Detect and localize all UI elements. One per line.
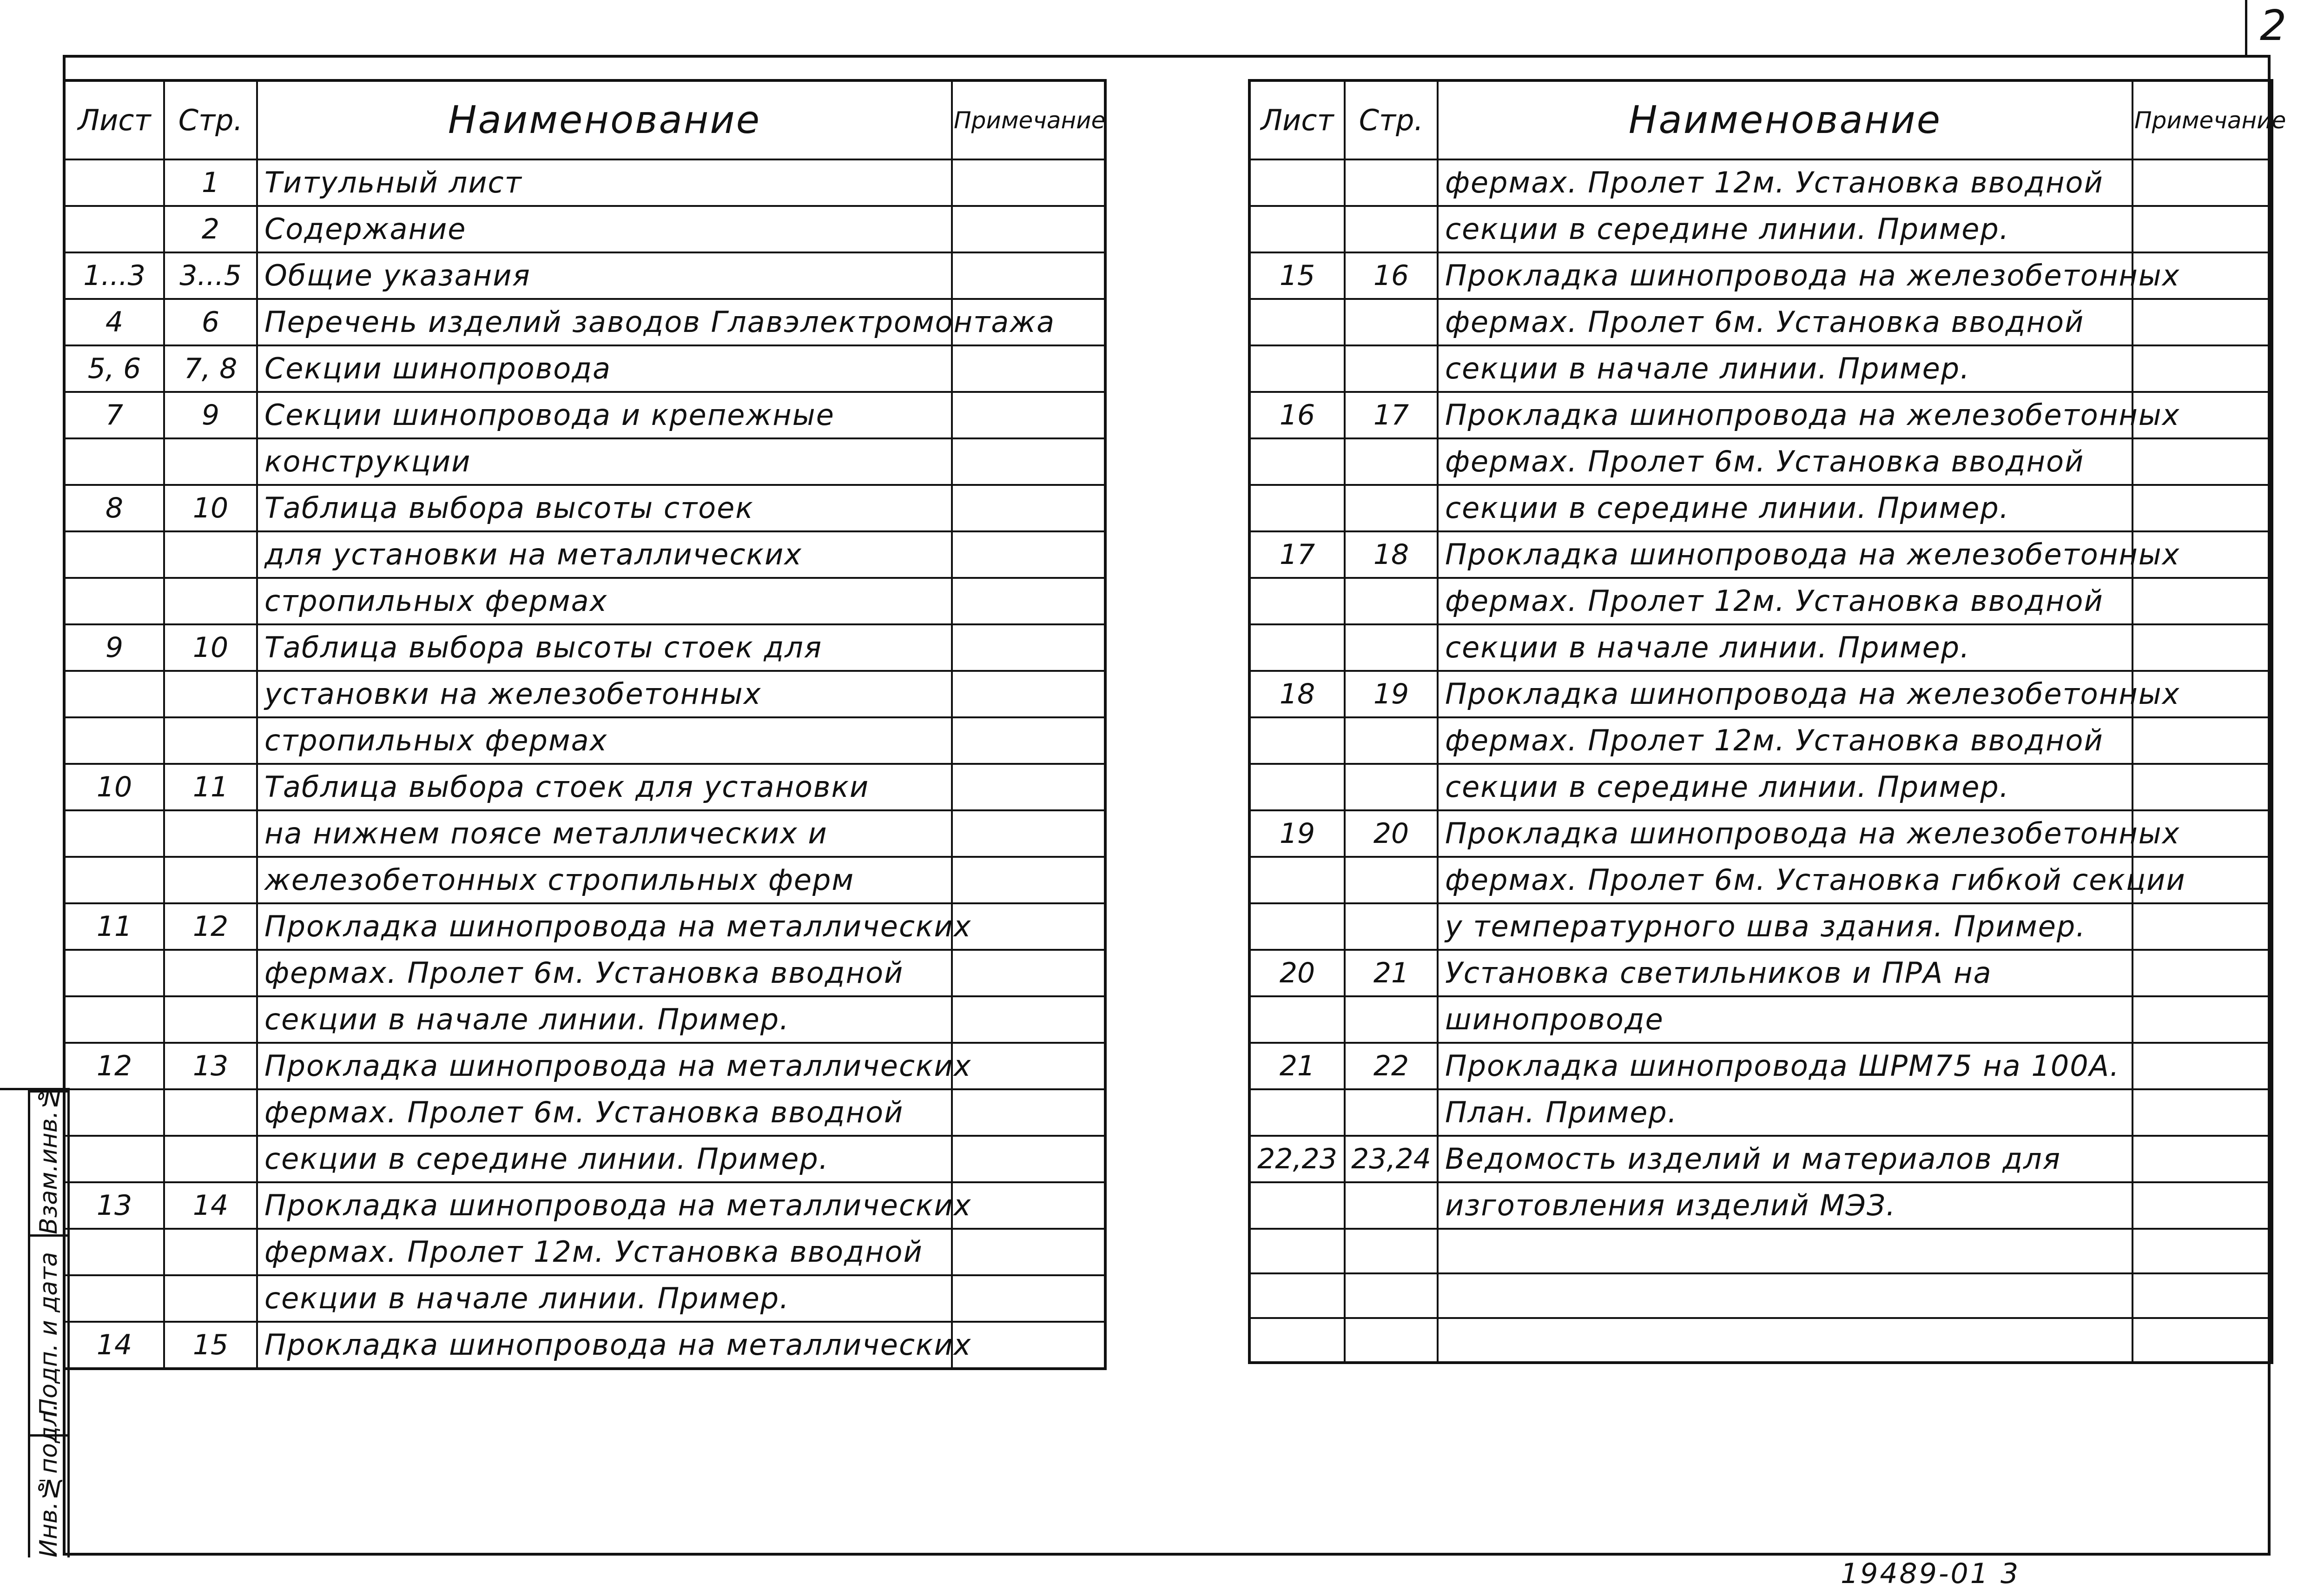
cell-sheet [1249, 578, 1345, 624]
cell-name: Прокладка шинопровода на железобетонных [1438, 392, 2133, 438]
cell-page: 10 [164, 485, 257, 531]
cell-note [2133, 764, 2272, 810]
cell-name: секции в начале линии. Пример. [1438, 624, 2133, 671]
cell-page [1345, 1273, 1438, 1318]
cell-note [2133, 1089, 2272, 1136]
cell-page: 14 [164, 1182, 257, 1229]
margin-stamp [0, 1083, 70, 1557]
cell-name: Содержание [257, 206, 952, 252]
cell-note [2133, 1318, 2272, 1363]
cell-note [2133, 299, 2272, 345]
cell-sheet [1249, 345, 1345, 392]
cell-note [952, 1275, 1105, 1322]
cell-note [2133, 1182, 2272, 1229]
cell-name: Секции шинопровода [257, 345, 952, 392]
table-row [64, 996, 1105, 1043]
cell-page: 22 [1345, 1043, 1438, 1089]
cell-name: фермах. Пролет 6м. Установка вводной [257, 1089, 952, 1136]
cell-note [2133, 996, 2272, 1043]
table-row [1249, 159, 2272, 206]
table-row [1249, 1273, 2272, 1318]
cell-page: 15 [164, 1322, 257, 1369]
cell-note [952, 717, 1105, 764]
cell-name: Таблица выбора высоты стоек для [257, 624, 952, 671]
cell-page [164, 717, 257, 764]
cell-name: конструкции [257, 438, 952, 485]
cell-note [2133, 1043, 2272, 1089]
cell-name: фермах. Пролет 6м. Установка вводной [1438, 438, 2133, 485]
cell-page [1345, 903, 1438, 950]
table-row [64, 1043, 1105, 1089]
stamp-label-inv-original: Инв.№подл. [35, 1403, 63, 1557]
cell-name: шинопроводе [1438, 996, 2133, 1043]
table-row [64, 857, 1105, 903]
cell-note [952, 624, 1105, 671]
cell-note [2133, 624, 2272, 671]
cell-sheet: 14 [64, 1322, 164, 1369]
cell-name: Прокладка шинопровода на железобетонных [1438, 531, 2133, 578]
table-row [64, 1182, 1105, 1229]
cell-sheet: 10 [64, 764, 164, 810]
cell-name: секции в начале линии. Пример. [257, 996, 952, 1043]
cell-name: Прокладка шинопровода на железобетонных [1438, 671, 2133, 717]
sheet-number: 2 [2260, 1, 2287, 50]
cell-note [952, 392, 1105, 438]
contents-table-right [1248, 79, 2286, 1364]
table-row [1249, 764, 2272, 810]
table-row [64, 1136, 1105, 1182]
cell-note [952, 810, 1105, 857]
cell-page: 10 [164, 624, 257, 671]
table-row [1249, 996, 2272, 1043]
document-code: 19489-01 3 [1841, 1557, 2020, 1590]
cell-name: Прокладка шинопровода на металлических [257, 1182, 952, 1229]
cell-note [952, 1089, 1105, 1136]
header-sheet: Лист [64, 80, 164, 159]
contents-table-left [63, 79, 1107, 1370]
cell-note [952, 1322, 1105, 1369]
cell-name: фермах. Пролет 6м. Установка вводной [1438, 299, 2133, 345]
table-row [1249, 1318, 2272, 1363]
cell-note [952, 159, 1105, 206]
cell-page [1345, 857, 1438, 903]
cell-name [1438, 1318, 2133, 1363]
table-row [1249, 1182, 2272, 1229]
cell-sheet: 9 [64, 624, 164, 671]
cell-page [1345, 996, 1438, 1043]
cell-sheet [1249, 996, 1345, 1043]
stamp-label-inv-replaced: Взам.инв.№ [35, 1083, 63, 1234]
table-row [1249, 671, 2272, 717]
cell-page [1345, 206, 1438, 252]
cell-sheet [64, 1229, 164, 1275]
cell-sheet [1249, 485, 1345, 531]
cell-name: фермах. Пролет 12м. Установка вводной [257, 1229, 952, 1275]
table-row [64, 1089, 1105, 1136]
header-page: Стр. [164, 80, 257, 159]
cell-name [1438, 1273, 2133, 1318]
cell-note [952, 950, 1105, 996]
table-row [64, 671, 1105, 717]
cell-page [164, 1089, 257, 1136]
cell-sheet [64, 1136, 164, 1182]
cell-name: на нижнем поясе металлических и [257, 810, 952, 857]
cell-name: фермах. Пролет 6м. Установка гибкой секции [1438, 857, 2133, 903]
table-row [1249, 717, 2272, 764]
cell-note [2133, 1136, 2272, 1182]
cell-sheet: 8 [64, 485, 164, 531]
cell-page [1345, 159, 1438, 206]
cell-name: фермах. Пролет 6м. Установка вводной [257, 950, 952, 996]
table-row [1249, 299, 2272, 345]
cell-page [164, 996, 257, 1043]
table-row [64, 764, 1105, 810]
cell-sheet [64, 857, 164, 903]
cell-note [2133, 159, 2272, 206]
cell-sheet [64, 206, 164, 252]
cell-page: 3...5 [164, 252, 257, 299]
cell-name: Прокладка шинопровода на металлических [257, 1322, 952, 1369]
cell-page: 21 [1345, 950, 1438, 996]
cell-note [2133, 345, 2272, 392]
table-row [64, 903, 1105, 950]
table-header-row [64, 80, 1105, 159]
cell-page [1345, 485, 1438, 531]
cell-page [1345, 1182, 1438, 1229]
cell-name: Титульный лист [257, 159, 952, 206]
table-row [64, 531, 1105, 578]
cell-page [1345, 299, 1438, 345]
header-name: Наименование [257, 80, 952, 159]
table-row [64, 717, 1105, 764]
cell-name: секции в начале линии. Пример. [1438, 345, 2133, 392]
cell-name: Прокладка шинопровода на железобетонных [1438, 810, 2133, 857]
table-row [1249, 857, 2272, 903]
cell-sheet: 22,23 [1249, 1136, 1345, 1182]
cell-note [2133, 950, 2272, 996]
cell-note [952, 531, 1105, 578]
cell-page: 20 [1345, 810, 1438, 857]
header-note: Примечание [2133, 80, 2272, 159]
table-row [1249, 578, 2272, 624]
cell-sheet [1249, 764, 1345, 810]
cell-page [1345, 1229, 1438, 1273]
table-row [64, 252, 1105, 299]
cell-page [164, 857, 257, 903]
cell-name: железобетонных стропильных ферм [257, 857, 952, 903]
cell-sheet [64, 1275, 164, 1322]
cell-sheet [1249, 438, 1345, 485]
cell-sheet [64, 996, 164, 1043]
cell-page: 19 [1345, 671, 1438, 717]
table-row [64, 485, 1105, 531]
table-row [64, 1229, 1105, 1275]
cell-sheet [1249, 717, 1345, 764]
table-row [1249, 485, 2272, 531]
cell-name: секции в середине линии. Пример. [1438, 485, 2133, 531]
cell-note [2133, 438, 2272, 485]
table-row [64, 810, 1105, 857]
cell-sheet: 5, 6 [64, 345, 164, 392]
cell-note [952, 903, 1105, 950]
cell-sheet: 18 [1249, 671, 1345, 717]
cell-name: фермах. Пролет 12м. Установка вводной [1438, 717, 2133, 764]
cell-page [1345, 345, 1438, 392]
cell-note [952, 671, 1105, 717]
cell-name: Установка светильников и ПРА на [1438, 950, 2133, 996]
cell-sheet [1249, 1318, 1345, 1363]
header-page: Стр. [1345, 80, 1438, 159]
cell-page: 9 [164, 392, 257, 438]
cell-name: у температурного шва здания. Пример. [1438, 903, 2133, 950]
table-row [1249, 1136, 2272, 1182]
cell-name: Общие указания [257, 252, 952, 299]
cell-sheet: 15 [1249, 252, 1345, 299]
cell-name: установки на железобетонных [257, 671, 952, 717]
cell-page [164, 1229, 257, 1275]
cell-name: План. Пример. [1438, 1089, 2133, 1136]
cell-sheet: 19 [1249, 810, 1345, 857]
cell-name: изготовления изделий МЭЗ. [1438, 1182, 2133, 1229]
cell-page: 2 [164, 206, 257, 252]
table-row [64, 206, 1105, 252]
table-row [1249, 950, 2272, 996]
cell-name: секции в середине линии. Пример. [257, 1136, 952, 1182]
table-row [64, 159, 1105, 206]
table-row [64, 299, 1105, 345]
table-row [64, 1322, 1105, 1369]
table-row [1249, 903, 2272, 950]
table-row [1249, 1089, 2272, 1136]
cell-sheet [64, 1089, 164, 1136]
cell-name: стропильных фермах [257, 717, 952, 764]
contents-body-left [64, 159, 1105, 1369]
cell-page: 1 [164, 159, 257, 206]
cell-note [952, 1043, 1105, 1089]
cell-sheet: 21 [1249, 1043, 1345, 1089]
cell-page [1345, 624, 1438, 671]
cell-sheet [1249, 1229, 1345, 1273]
table-header-row [1249, 80, 2272, 159]
cell-note [952, 857, 1105, 903]
cell-note [2133, 903, 2272, 950]
cell-name: Прокладка шинопровода на металлических [257, 1043, 952, 1089]
table-row [64, 950, 1105, 996]
cell-page [164, 950, 257, 996]
cell-name: Прокладка шинопровода ШРМ75 на 100А. [1438, 1043, 2133, 1089]
cell-sheet [1249, 1089, 1345, 1136]
cell-page [1345, 1089, 1438, 1136]
cell-sheet: 12 [64, 1043, 164, 1089]
cell-sheet [1249, 1273, 1345, 1318]
cell-page [164, 578, 257, 624]
cell-name: Прокладка шинопровода на железобетонных [1438, 252, 2133, 299]
cell-page [164, 438, 257, 485]
cell-note [2133, 1273, 2272, 1318]
header-note: Примечание [952, 80, 1105, 159]
cell-page: 23,24 [1345, 1136, 1438, 1182]
cell-name: Таблица выбора высоты стоек [257, 485, 952, 531]
cell-note [952, 1136, 1105, 1182]
cell-page [164, 1136, 257, 1182]
table-row [1249, 810, 2272, 857]
cell-note [952, 996, 1105, 1043]
cell-sheet [64, 810, 164, 857]
cell-sheet: 4 [64, 299, 164, 345]
cell-sheet [1249, 624, 1345, 671]
table-row [1249, 392, 2272, 438]
cell-sheet [64, 717, 164, 764]
cell-page [164, 810, 257, 857]
cell-sheet [1249, 159, 1345, 206]
table-row [1249, 531, 2272, 578]
cell-sheet: 7 [64, 392, 164, 438]
cell-note [952, 764, 1105, 810]
cell-note [952, 1182, 1105, 1229]
cell-name: секции в середине линии. Пример. [1438, 764, 2133, 810]
cell-sheet [64, 438, 164, 485]
table-row [1249, 624, 2272, 671]
cell-page: 11 [164, 764, 257, 810]
cell-page [164, 671, 257, 717]
cell-page: 7, 8 [164, 345, 257, 392]
cell-page: 18 [1345, 531, 1438, 578]
cell-note [952, 206, 1105, 252]
stamp-label-signature: Подп. и дата [35, 1252, 63, 1417]
table-row [1249, 206, 2272, 252]
cell-sheet: 11 [64, 903, 164, 950]
cell-page: 16 [1345, 252, 1438, 299]
cell-sheet [64, 671, 164, 717]
cell-page [164, 1275, 257, 1322]
table-row [64, 578, 1105, 624]
cell-sheet [1249, 1182, 1345, 1229]
cell-name: секции в начале линии. Пример. [257, 1275, 952, 1322]
cell-name [1438, 1229, 2133, 1273]
cell-sheet: 13 [64, 1182, 164, 1229]
cell-name: секции в середине линии. Пример. [1438, 206, 2133, 252]
cell-page [1345, 764, 1438, 810]
cell-name: Секции шинопровода и крепежные [257, 392, 952, 438]
cell-sheet [64, 531, 164, 578]
table-row [64, 1275, 1105, 1322]
contents-body-right [1249, 159, 2272, 1363]
cell-page [1345, 578, 1438, 624]
cell-name: Прокладка шинопровода на металлических [257, 903, 952, 950]
cell-note [952, 252, 1105, 299]
cell-sheet: 16 [1249, 392, 1345, 438]
cell-name: Перечень изделий заводов Главэлектромонтажа [257, 299, 952, 345]
cell-sheet [1249, 299, 1345, 345]
cell-note [952, 438, 1105, 485]
cell-page: 13 [164, 1043, 257, 1089]
cell-sheet [64, 578, 164, 624]
cell-page [1345, 717, 1438, 764]
cell-note [2133, 485, 2272, 531]
cell-note [952, 485, 1105, 531]
cell-page: 12 [164, 903, 257, 950]
cell-note [2133, 1229, 2272, 1273]
cell-sheet [64, 950, 164, 996]
cell-sheet: 1...3 [64, 252, 164, 299]
cell-page [1345, 438, 1438, 485]
table-row [1249, 1043, 2272, 1089]
cell-note [2133, 578, 2272, 624]
table-row [64, 438, 1105, 485]
cell-name: фермах. Пролет 12м. Установка вводной [1438, 578, 2133, 624]
cell-page [1345, 1318, 1438, 1363]
cell-name: Таблица выбора стоек для установки [257, 764, 952, 810]
cell-note [952, 345, 1105, 392]
cell-sheet [1249, 206, 1345, 252]
header-sheet: Лист [1249, 80, 1345, 159]
cell-page: 6 [164, 299, 257, 345]
cell-name: для установки на металлических [257, 531, 952, 578]
cell-name: стропильных фермах [257, 578, 952, 624]
cell-name: Ведомость изделий и материалов для [1438, 1136, 2133, 1182]
cell-note [2133, 206, 2272, 252]
cell-page: 17 [1345, 392, 1438, 438]
cell-sheet: 20 [1249, 950, 1345, 996]
cell-name: фермах. Пролет 12м. Установка вводной [1438, 159, 2133, 206]
table-row [64, 624, 1105, 671]
table-row [1249, 252, 2272, 299]
cell-sheet [64, 159, 164, 206]
cell-sheet: 17 [1249, 531, 1345, 578]
table-row [64, 345, 1105, 392]
cell-note [2133, 717, 2272, 764]
header-name: Наименование [1438, 80, 2133, 159]
cell-sheet [1249, 903, 1345, 950]
cell-note [952, 1229, 1105, 1275]
cell-sheet [1249, 857, 1345, 903]
cell-note [952, 578, 1105, 624]
table-row [1249, 345, 2272, 392]
cell-page [164, 531, 257, 578]
table-row [64, 392, 1105, 438]
table-row [1249, 438, 2272, 485]
table-row [1249, 1229, 2272, 1273]
